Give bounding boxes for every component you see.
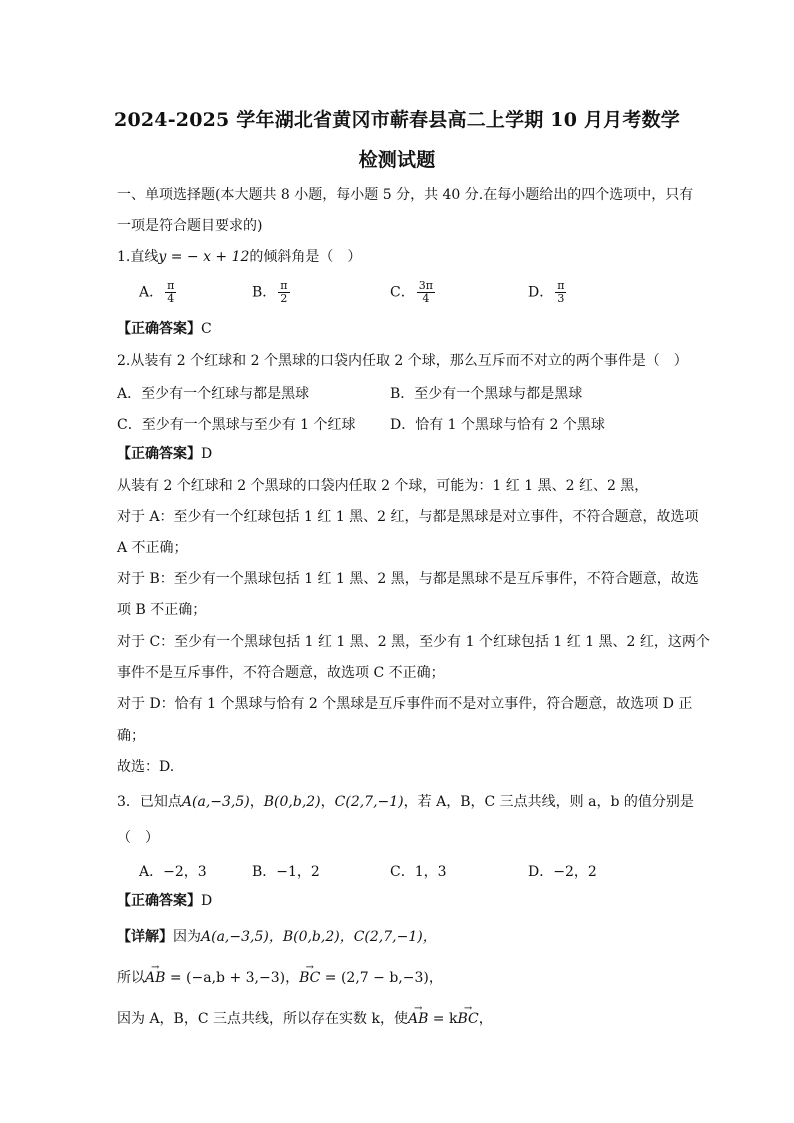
- q2-explanation-line: 对于 A：至少有一个红球包括 1 红 1 黑、2 红，与都是黑球是对立事件，不符合题意，故选项: [117, 509, 699, 525]
- option-label: B．: [252, 284, 277, 301]
- q2-option-d: D．恰有 1 个黑球与恰有 2 个黑球: [390, 417, 605, 433]
- q1-option-d: [528, 280, 568, 305]
- section-header-cont: 一项是符合题目要求的): [117, 218, 263, 234]
- answer-tag: 【正确答案】: [117, 446, 201, 462]
- option-label: D．: [528, 284, 554, 301]
- detail-tag: 【详解】: [117, 929, 173, 945]
- q1-option-c: [390, 280, 437, 305]
- q2-explanation-line: 对于 B：至少有一个黑球包括 1 红 1 黑、2 黑，与都是黑球不是互斥事件，不符合题意，故选: [117, 571, 699, 587]
- q2-explanation-line: 确；: [117, 728, 145, 744]
- vector-bc: → BC: [299, 969, 320, 987]
- answer-value: C: [201, 321, 212, 337]
- q2-explanation-line: 事件不是互斥事件，不符合题意，故选项 C 不正确；: [117, 665, 445, 681]
- equals-k: = k: [428, 1011, 458, 1027]
- q3-detail-1: [117, 928, 437, 946]
- vector-ab: → AB: [408, 1010, 428, 1028]
- q2-option-c: C．至少有一个黑球与至少有 1 个红球: [117, 417, 356, 433]
- answer-value: D: [201, 446, 213, 462]
- q2-option-a: A．至少有一个红球与都是黑球: [117, 386, 310, 402]
- q2-explanation-line: A 不正确；: [117, 540, 188, 556]
- q3-stem: [117, 793, 694, 811]
- fraction: $\frac{3\pi}{4}$: [418, 279, 433, 305]
- q1-equation: y = − x + 12: [158, 249, 250, 265]
- separator: ，: [320, 794, 335, 810]
- q3-option-b: B．−1，2: [252, 864, 320, 880]
- title-line-2: 检测试题: [358, 149, 436, 171]
- detail-prefix: 因为: [173, 929, 201, 945]
- q2-explanation-line: 从装有 2 个红球和 2 个黑球的口袋内任取 2 个球，可能为：1 红 1 黑、2 红、2 黑，: [117, 478, 649, 494]
- detail-text: 因为 A，B，C 三点共线，所以存在实数 k，使: [117, 1011, 408, 1027]
- q3-option-d: D．−2，2: [528, 864, 597, 880]
- detail-end: ，: [478, 1011, 493, 1027]
- q1-option-a: [139, 280, 178, 305]
- q3-option-a: A．−2，3: [139, 864, 207, 880]
- point-a: A(a,−3,5): [181, 794, 250, 810]
- fraction: $\frac{\pi}{2}$: [280, 279, 288, 305]
- fraction: $\frac{\pi}{4}$: [167, 279, 175, 305]
- vector-ab: → AB: [145, 969, 165, 987]
- fraction: $\frac{\pi}{3}$: [557, 279, 565, 305]
- q2-explanation-line: 对于 C：至少有一个黑球包括 1 红 1 黑、2 黑，至少有 1 个红球包括 1 红 1 黑、2 红，这两个: [117, 634, 710, 650]
- q3-answer: [117, 892, 212, 910]
- detail-points: A(a,−3,5)，B(0,b,2)，C(2,7,−1)，: [201, 929, 437, 945]
- q3-stem-paren: （ ）: [117, 830, 159, 846]
- point-c: C(2,7,−1): [334, 794, 404, 810]
- title-line-1: 2024-2025 学年湖北省黄冈市蕲春县高二上学期 10 月月考数学: [114, 109, 680, 131]
- q2-option-b: B．至少有一个黑球与都是黑球: [390, 386, 583, 402]
- q2-explanation-line: 项 B 不正确；: [117, 602, 207, 618]
- q1-stem-prefix: 1.直线: [117, 249, 159, 265]
- q3-option-c: C．1，3: [390, 864, 447, 880]
- q1-stem-suffix: 的倾斜角是（ ）: [249, 249, 362, 265]
- answer-tag: 【正确答案】: [117, 321, 201, 337]
- section-header: 一、单项选择题(本大题共 8 小题，每小题 5 分，共 40 分.在每小题给出的四个选项中，只有: [117, 187, 694, 203]
- q3-stem-prefix: 3．已知点: [117, 794, 182, 810]
- vector-bc: → BC: [457, 1010, 478, 1028]
- option-label: C．: [390, 284, 415, 301]
- separator: ，: [249, 794, 264, 810]
- answer-value: D: [201, 893, 213, 909]
- vector-bc-value: = (2,7 − b,−3)，: [320, 970, 443, 986]
- q1-option-b: [252, 280, 292, 305]
- q2-explanation-line: 对于 D：恰有 1 个黑球与恰有 2 个黑球是互斥事件而不是对立事件，符合题意，故选项 D 正: [117, 696, 693, 712]
- vector-ab-value: = (−a,b + 3,−3)，: [165, 970, 300, 986]
- answer-tag: 【正确答案】: [117, 893, 201, 909]
- detail-prefix: 所以: [117, 970, 145, 986]
- point-b: B(0,b,2): [263, 794, 321, 810]
- q3-detail-2: [117, 969, 443, 987]
- q3-detail-3: [117, 1010, 493, 1028]
- q1-answer: [117, 320, 212, 338]
- q2-answer: [117, 445, 212, 463]
- q1-stem: [117, 248, 361, 266]
- option-label: A．: [139, 284, 164, 301]
- q2-stem: 2.从装有 2 个红球和 2 个黑球的口袋内任取 2 个球，那么互斥而不对立的两个事件是（ ）: [117, 353, 688, 369]
- q3-stem-suffix: ，若 A，B，C 三点共线，则 a，b 的值分别是: [403, 794, 694, 810]
- q2-explanation-line: 故选：D.: [117, 759, 175, 775]
